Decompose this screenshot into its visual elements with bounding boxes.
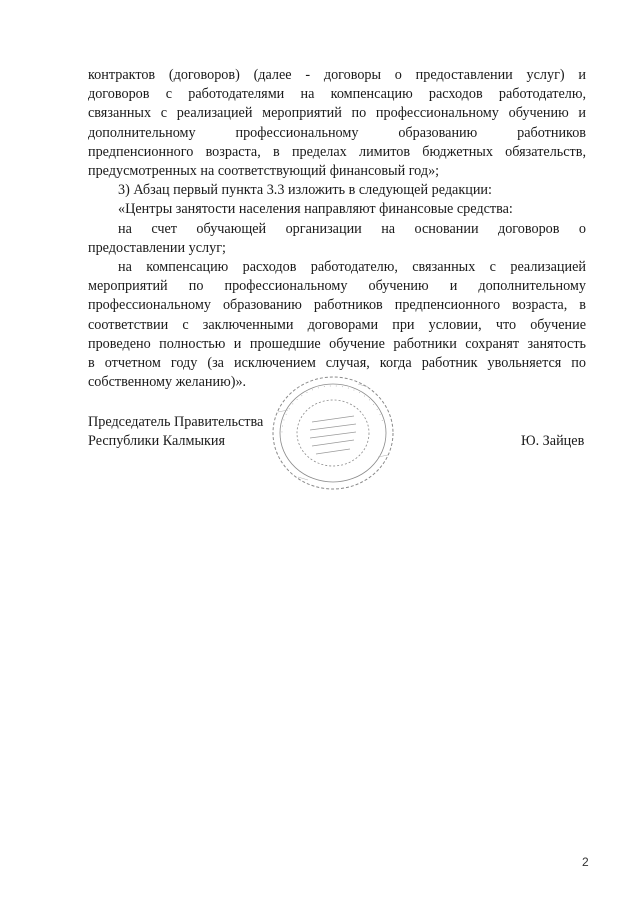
body-line-5: предпенсионного возраста, в пределах лимитов бюджетных обязательств,	[88, 143, 586, 160]
svg-text:· · · · · · · · · · · · · · ·: · · · · · · · · · · · · · · · · · · · · · · · ·	[278, 382, 386, 434]
body-line-14: соответствии с заключенными договорами при условии, что обучение	[88, 316, 586, 333]
signature-position-line-2: Республики Калмыкия	[88, 433, 226, 450]
body-line-13: профессиональному образованию работников предпенсионного возраста, в	[88, 297, 586, 314]
body-line-4: дополнительному профессиональному образованию работников	[88, 124, 586, 141]
body-line-2: договоров с работодателями на компенсацию расходов работодателю,	[88, 86, 586, 103]
document-body	[88, 66, 586, 392]
body-line-3: связанных с реализацией мероприятий по профессиональному обучению и	[88, 105, 586, 122]
body-line-7: 3) Абзац первый пункта 3.3 изложить в следующей редакции:	[118, 182, 492, 199]
official-seal-stamp	[268, 372, 398, 494]
body-line-9: на счет обучающей организации на основании договоров о	[118, 220, 586, 237]
body-line-1: контрактов (договоров) (далее - договоры о предоставлении услуг) и	[88, 67, 586, 83]
body-line-12: мероприятий по профессиональному обучению и дополнительному	[88, 278, 586, 295]
body-line-10: предоставлении услуг;	[88, 239, 226, 256]
body-line-16: в отчетном году (за исключением случая, когда работник увольняется по	[88, 355, 586, 372]
signature-position	[88, 413, 263, 451]
page-number: 2	[582, 855, 589, 869]
body-line-17: собственному желанию)».	[88, 374, 247, 391]
signature-name: Ю. Зайцев	[521, 433, 585, 449]
signature-position-line-1: Председатель Правительства	[88, 414, 264, 430]
body-line-8: «Центры занятости населения направляют финансовые средства:	[118, 201, 513, 218]
body-line-6: предусмотренных на соответствующий финансовый год»;	[88, 163, 440, 180]
body-line-15: проведено полностью и прошедшие обучение работники сохранят занятость	[88, 335, 586, 352]
body-line-11: на компенсацию расходов работодателю, связанных с реализацией	[118, 259, 586, 276]
